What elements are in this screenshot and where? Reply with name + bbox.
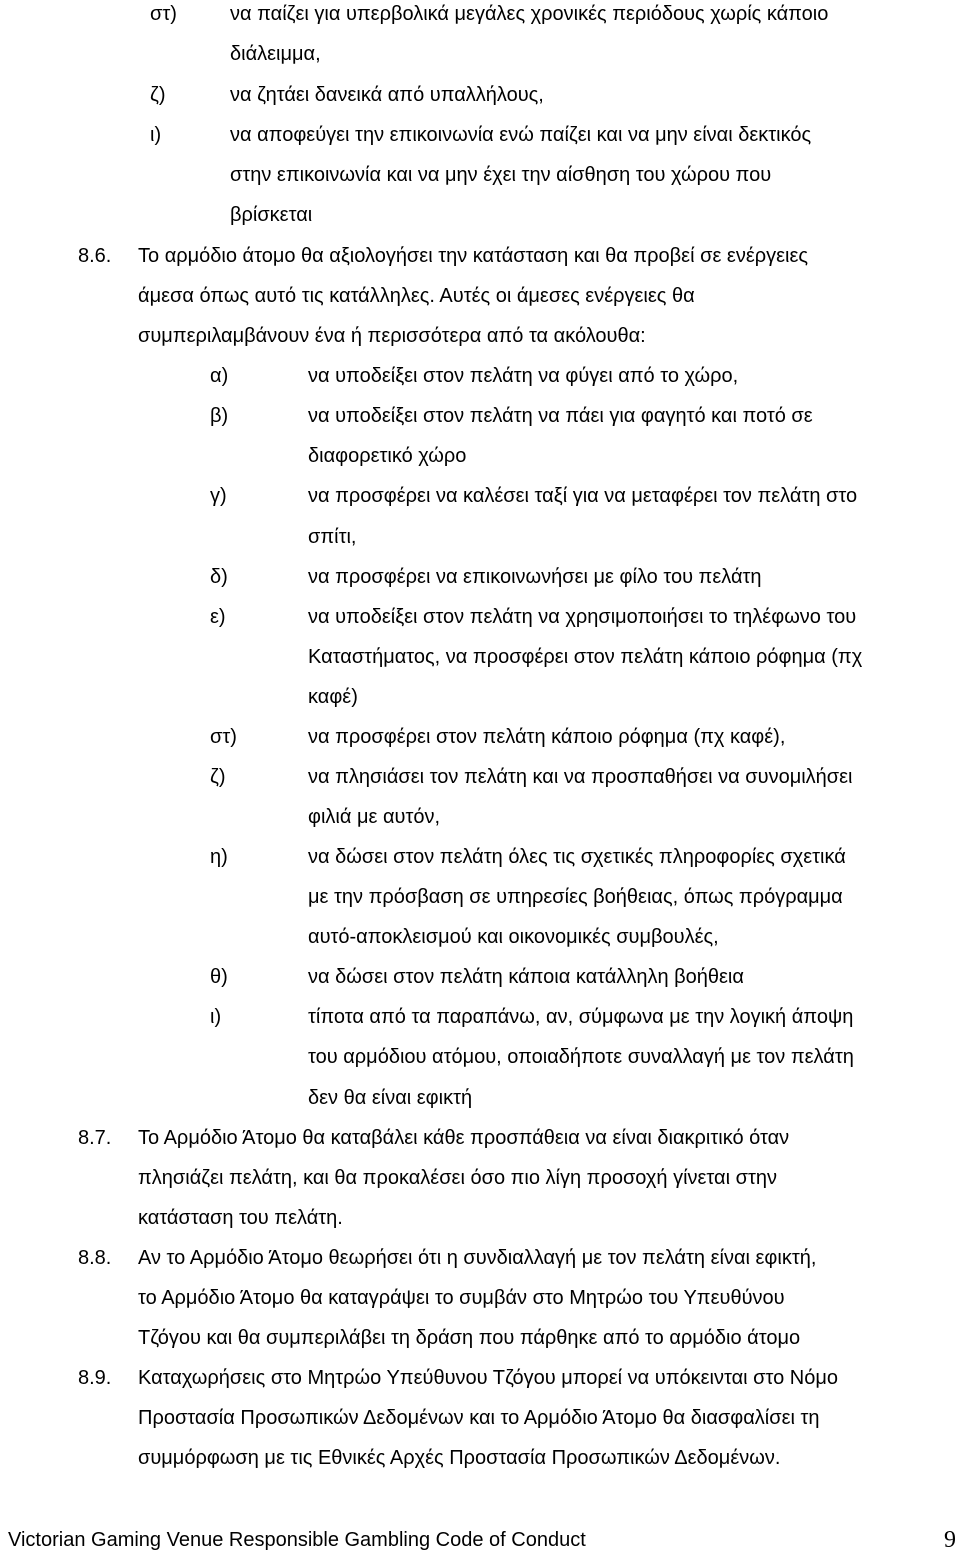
body-text-line: να υποδείξει στον πελάτη να πάει για φαγητό και ποτό σε [308,405,813,427]
body-text-line: να προσφέρει να καλέσει ταξί για να μεταφέρει τον πελάτη στο [308,485,858,507]
list-item-label: στ) [210,726,237,748]
body-text-line: να παίζει για υπερβολικά μεγάλες χρονικές περιόδους χωρίς κάποιο [230,3,829,25]
body-text-line: Προστασία Προσωπικών Δεδομένων και το Αρμόδιο Άτομο θα διασφαλίσει τη [138,1407,820,1429]
list-item-label: ι) [150,124,162,146]
body-text-line: να υποδείξει στον πελάτη να φύγει από το χώρο, [308,365,739,387]
body-text-line: διάλειμμα, [230,43,321,65]
list-item-label: δ) [210,566,228,588]
list-item-label: θ) [210,966,228,988]
body-text-line: καφέ) [308,686,358,708]
body-text-line: Καταχωρήσεις στο Μητρώο Υπεύθυνου Τζόγου μπορεί να υπόκεινται στο Νόμο [138,1367,839,1389]
body-text-line: να αποφεύγει την επικοινωνία ενώ παίζει και να μην είναι δεκτικός [230,124,812,146]
list-item-label: ζ) [150,84,166,106]
section-number: 8.6. [78,245,112,267]
body-text-line: δεν θα είναι εφικτή [308,1087,473,1109]
body-text-line: σπίτι, [308,526,357,548]
body-text-line: φιλιά με αυτόν, [308,806,441,828]
body-text-line: να προσφέρει στον πελάτη κάποιο ρόφημα (πχ καφέ), [308,726,786,748]
body-text-line: να ζητάει δανεικά από υπαλλήλους, [230,84,544,106]
body-text-line: Το Αρμόδιο Άτομο θα καταβάλει κάθε προσπάθεια να είναι διακριτικό όταν [138,1127,790,1149]
body-text-line: Τζόγου και θα συμπεριλάβει τη δράση που πάρθηκε από το αρμόδιο άτομο [138,1327,801,1349]
page-number: 9 [944,1527,956,1553]
body-text-line: συμμόρφωση με τις Εθνικές Αρχές Προστασία Προσωπικών Δεδομένων. [138,1447,781,1469]
body-text-line: να προσφέρει να επικοινωνήσει με φίλο του πελάτη [308,566,762,588]
body-text-line: Αν το Αρμόδιο Άτομο θεωρήσει ότι η συνδιαλλαγή με τον πελάτη είναι εφικτή, [138,1247,817,1269]
list-item-label: γ) [210,485,227,507]
body-text-line: διαφορετικό χώρο [308,445,467,467]
body-text-line: Καταστήματος, να προσφέρει στον πελάτη κάποιο ρόφημα (πχ [308,646,863,668]
list-item-label: στ) [150,3,177,25]
body-text-line: του αρμόδιου ατόμου, οποιαδήποτε συναλλαγή με τον πελάτη [308,1046,854,1068]
body-text-line: το Αρμόδιο Άτομο θα καταγράψει το συμβάν στο Μητρώο του Υπευθύνου [138,1287,785,1309]
body-text-line: κατάσταση του πελάτη. [138,1207,343,1229]
body-text-line: βρίσκεται [230,204,313,226]
list-item-label: η) [210,846,228,868]
body-text-line: αυτό-αποκλεισμού και οικονομικές συμβουλές, [308,926,719,948]
list-item-label: ε) [210,606,226,628]
list-item-label: β) [210,405,229,427]
body-text-line: Το αρμόδιο άτομο θα αξιολογήσει την κατάσταση και θα προβεί σε ενέργειες [138,245,809,267]
body-text-line: με την πρόσβαση σε υπηρεσίες βοήθειας, όπως πρόγραμμα [308,886,843,908]
body-text-line: τίποτα από τα παραπάνω, αν, σύμφωνα με την λογική άποψη [308,1006,854,1028]
body-text-line: να πλησιάσει τον πελάτη και να προσπαθήσει να συνομιλήσει [308,766,853,788]
list-item-label: ζ) [210,766,226,788]
section-number: 8.8. [78,1247,112,1269]
body-text-line: να δώσει στον πελάτη όλες τις σχετικές πληροφορίες σχετικά [308,846,846,868]
footer-title: Victorian Gaming Venue Responsible Gambling Code of Conduct [8,1529,586,1551]
section-number: 8.9. [78,1367,112,1389]
body-text-line: πλησιάζει πελάτη, και θα προκαλέσει όσο πιο λίγη προσοχή γίνεται στην [138,1167,777,1189]
section-number: 8.7. [78,1127,112,1149]
list-item-label: α) [210,365,229,387]
body-text-line: συμπεριλαμβάνουν ένα ή περισσότερα από τα ακόλουθα: [138,325,646,347]
list-item-label: ι) [210,1006,222,1028]
body-text-line: να υποδείξει στον πελάτη να χρησιμοποιήσει το τηλέφωνο του [308,606,857,628]
body-text-line: στην επικοινωνία και να μην έχει την αίσθηση του χώρου που [230,164,772,186]
body-text-line: να δώσει στον πελάτη κάποια κατάλληλη βοήθεια [308,966,744,988]
body-text-line: άμεσα όπως αυτό τις κατάλληλες. Αυτές οι άμεσες ενέργειες θα [138,285,695,307]
